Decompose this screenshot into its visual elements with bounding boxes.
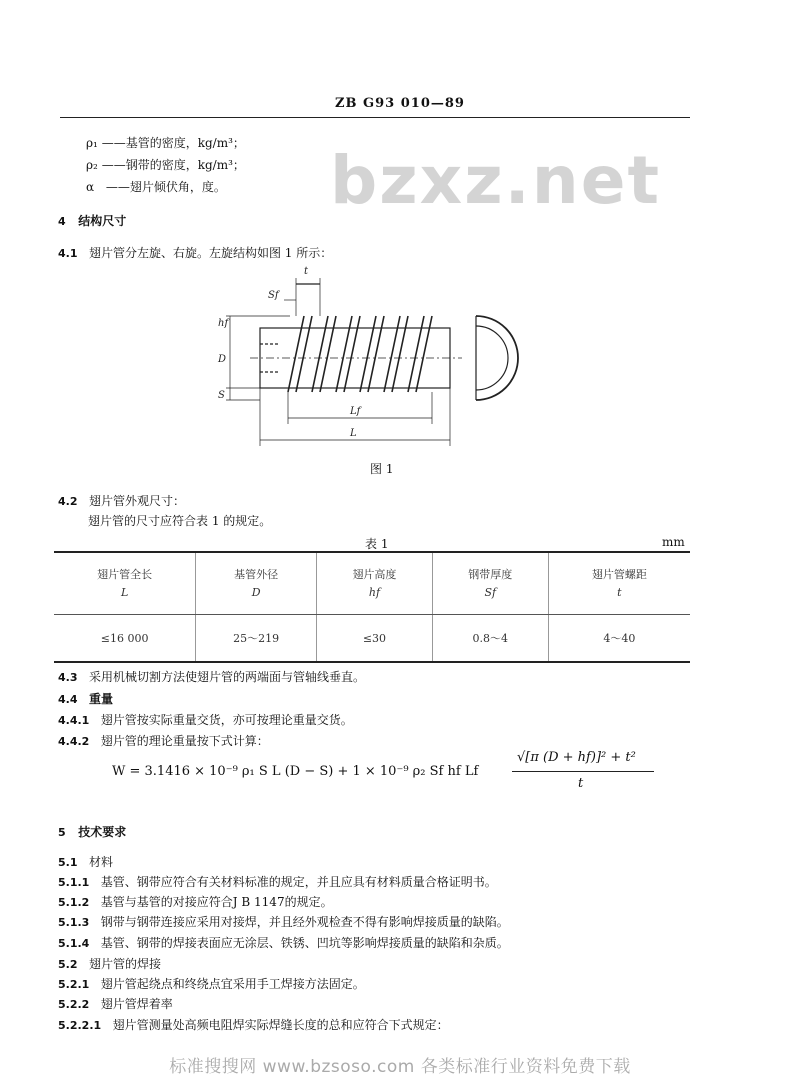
column-header: 基管外径 D: [196, 552, 317, 615]
clause-5-2-2: 5.2.2 翅片管焊着率: [58, 997, 173, 1011]
definition-text: ——基管的密度，kg/m³；: [101, 136, 245, 150]
label-l: L: [350, 428, 357, 439]
table-cell: ≤16 000: [54, 615, 196, 663]
definition-rho1: [86, 134, 245, 151]
helical-fins: [288, 316, 432, 392]
column-header: 钢带厚度 Sf: [432, 552, 548, 615]
symbol: α: [86, 180, 95, 194]
definition-rho2: [86, 156, 245, 173]
table-cell: 0.8～4: [432, 615, 548, 663]
table-cell: 4～40: [548, 615, 690, 663]
table-1-unit: mm: [662, 535, 685, 549]
clause-5-2: 5.2 翅片管的焊接: [58, 957, 161, 971]
clause-5-1: 5.1 材料: [58, 855, 113, 869]
fraction-bar: [512, 771, 654, 772]
clause-5-2-2-1: 5.2.2.1 翅片管测量处高频电阻焊实际焊缝长度的总和应符合下式规定：: [58, 1018, 449, 1032]
watermark: bzxz.net: [330, 142, 662, 219]
end-view-outer: [476, 316, 518, 400]
weight-formula: [112, 748, 672, 798]
definition-text: ——钢带的密度，kg/m³；: [101, 158, 245, 172]
clause-4-4-2: 4.4.2 翅片管的理论重量按下式计算：: [58, 734, 269, 748]
column-header: 翅片高度 hf: [317, 552, 433, 615]
table-cell: ≤30: [317, 615, 433, 663]
symbol: ρ₁: [86, 136, 98, 150]
clause-5-2-1: 5.2.1 翅片管起绕点和终绕点宜采用手工焊接方法固定。: [58, 977, 365, 991]
label-sf: Sf: [268, 290, 279, 301]
figure-1-finned-tube-drawing: [200, 262, 540, 452]
formula-denominator: t: [578, 776, 584, 791]
table-header-row: [54, 552, 690, 615]
column-header: 翅片管全长 L: [54, 552, 196, 615]
formula-numerator: √[π (D + hf)]² + t²: [517, 750, 636, 765]
label-s: S: [218, 390, 225, 401]
clause-5-1-3: 5.1.3 钢带与钢带连接应采用对接焊，并且经外观检查不得有影响焊接质量的缺陷。: [58, 915, 509, 929]
clause-5-1-1: 5.1.1 基管、钢带应符合有关材料标准的规定，并且应具有材料质量合格证明书。: [58, 875, 497, 889]
footer-watermark: 标准搜搜网 www.bzsoso.com 各类标准行业资料免费下载: [169, 1057, 631, 1077]
table-cell: 25～219: [196, 615, 317, 663]
clause-5-1-2: 5.1.2 基管与基管的对接应符合J B 1147的规定。: [58, 895, 333, 909]
clause-4-2: 4.2 翅片管外观尺寸：: [58, 494, 185, 508]
section-4-heading: 4 结构尺寸: [58, 214, 127, 228]
label-d: D: [218, 354, 227, 365]
clause-5-1-4: 5.1.4 基管、钢带的焊接表面应无涂层、铁锈、凹坑等影响焊接质量的缺陷和杂质。: [58, 936, 509, 950]
header-rule: [60, 117, 690, 118]
table-1-title: 表 1: [365, 537, 389, 551]
standard-number: ZB G93 010—89: [335, 96, 465, 111]
end-view-inner: [476, 326, 508, 390]
table-1: [54, 551, 690, 663]
section-5-heading: 5 技术要求: [58, 825, 127, 839]
label-lf: Lf: [350, 406, 361, 417]
figure-1-caption: 图 1: [370, 462, 394, 476]
clause-4-3: 4.3 采用机械切割方法使翅片管的两端面与管轴线垂直。: [58, 670, 365, 684]
formula-lhs: W = 3.1416 × 10⁻⁹ ρ₁ S L (D − S) + 1 × 10⁻⁹ ρ₂ Sf hf Lf: [112, 764, 479, 779]
definition-text: ——翅片倾伏角，度。: [105, 180, 226, 194]
label-t: t: [304, 266, 309, 277]
symbol: ρ₂: [86, 158, 98, 172]
clause-4-4-1: 4.4.1 翅片管按实际重量交货，亦可按理论重量交货。: [58, 713, 353, 727]
clause-4-4: 4.4 重量: [58, 692, 113, 706]
clause-4-1: 4.1 翅片管分左旋、右旋。左旋结构如图 1 所示：: [58, 246, 333, 260]
table-row: [54, 615, 690, 663]
label-hf: hf: [218, 318, 229, 329]
definition-alpha: [86, 178, 226, 195]
clause-4-2-text: 翅片管的尺寸应符合表 1 的规定。: [88, 514, 272, 528]
column-header: 翅片管螺距 t: [548, 552, 690, 615]
